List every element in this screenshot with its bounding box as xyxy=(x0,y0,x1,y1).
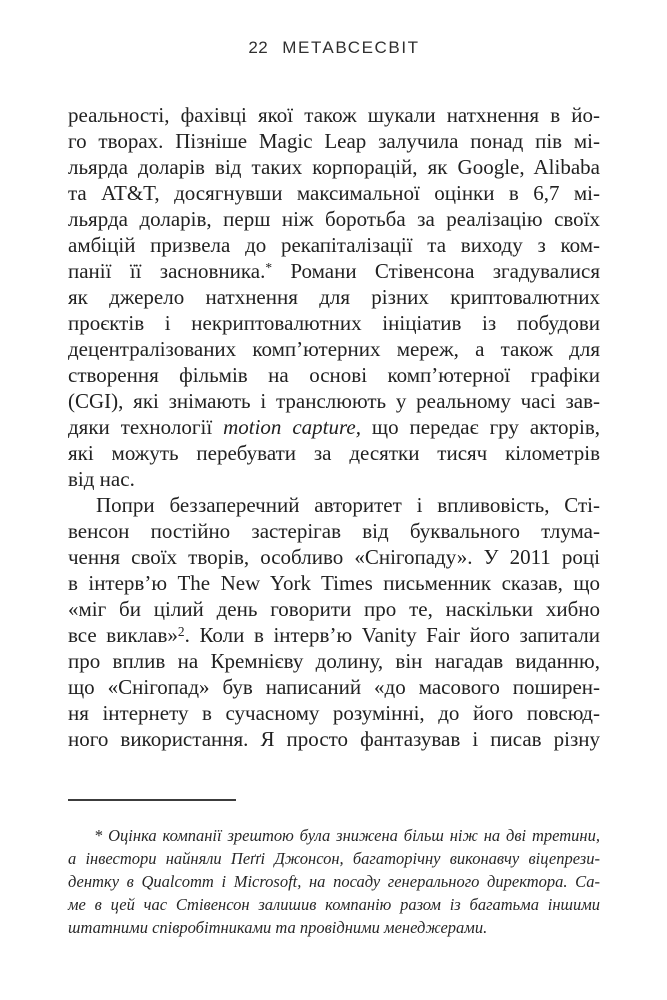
text-line: * Оцінка компанії зрештою була знижена більш ніж на дві третини, xyxy=(94,826,600,845)
text-line: штатними співробітниками та провідними менеджерами. xyxy=(68,918,488,937)
text-line: льярда доларів від таких корпорацій, як Google, Alibaba xyxy=(68,155,600,179)
text-line: від нас. xyxy=(68,467,135,491)
text-line: створення фільмів на основі комп’ютерної графіки xyxy=(68,363,600,387)
page-header xyxy=(68,38,600,58)
text-line: що «Снігопад» був написаний «до масового поширен- xyxy=(68,675,600,699)
running-title: МЕТАВСЕСВІТ xyxy=(282,38,420,57)
text-line: Попри беззаперечний авторитет і впливовість, Сті- xyxy=(96,493,600,517)
text-line: панії її засновника.* Романи Стівенсона згадувалися xyxy=(68,259,600,283)
body-text xyxy=(68,102,600,752)
text-line: ме в цей час Стівенсон залишив компанію разом із багатьма іншими xyxy=(68,895,600,914)
text-line: дяки технології motion capture, що передає гру акторів, xyxy=(68,415,600,439)
footnote-paragraph xyxy=(68,824,600,939)
text-line: льярда доларів, перш ніж боротьба за реалізацію своїх xyxy=(68,207,600,231)
text-line: а інвестори найняли Пеґґі Джонсон, багаторічну виконавчу віцепрези- xyxy=(68,849,600,868)
text-line: в інтерв’ю The New York Times письменник сказав, що xyxy=(68,571,600,595)
footnote xyxy=(68,824,600,939)
text-line: проєктів і некриптовалютних ініціатив із побудови xyxy=(68,311,600,335)
text-line: дентку в Qualcomm і Microsoft, на посаду генерального директора. Са- xyxy=(68,872,600,891)
text-line: «міг би цілий день говорити про те, наскільки хибно xyxy=(68,597,600,621)
text-line: як джерело натхнення для різних криптовалютних xyxy=(68,285,600,309)
text-line: про вплив на Кремнієву долину, він нагадав виданню, xyxy=(68,649,600,673)
footnote-divider xyxy=(68,799,236,801)
paragraph xyxy=(68,102,600,492)
text-line: та AT&T, досягнувши максимальної оцінки в 6,7 мі- xyxy=(68,181,600,205)
text-line: (CGI), які знімають і транслюють у реальному часі зав- xyxy=(68,389,600,413)
text-line: все виклав»$^2$. Коли в інтерв’ю Vanity Fair його запитали xyxy=(68,623,600,647)
text-line: го творах. Пізніше Magic Leap залучила понад пів мі- xyxy=(68,129,600,153)
text-line: реальності, фахівці якої також шукали натхнення в йо- xyxy=(68,103,600,127)
page-number: 22 xyxy=(248,38,269,57)
text-line: амбіцій призвела до рекапіталізації та виходу з ком- xyxy=(68,233,600,257)
text-line: ного використання. Я просто фантазував і писав різну xyxy=(68,727,600,751)
paragraph xyxy=(68,492,600,752)
text-line: чення своїх творів, особливо «Снігопаду». У 2011 році xyxy=(68,545,600,569)
text-line: які можуть перебувати за десятки тисяч кілометрів xyxy=(68,441,600,465)
text-line: децентралізованих комп’ютерних мереж, а також для xyxy=(68,337,600,361)
text-line: ня інтернету в сучасному розумінні, до його повсюд- xyxy=(68,701,600,725)
text-line: венсон постійно застерігав від буквального тлума- xyxy=(68,519,600,543)
